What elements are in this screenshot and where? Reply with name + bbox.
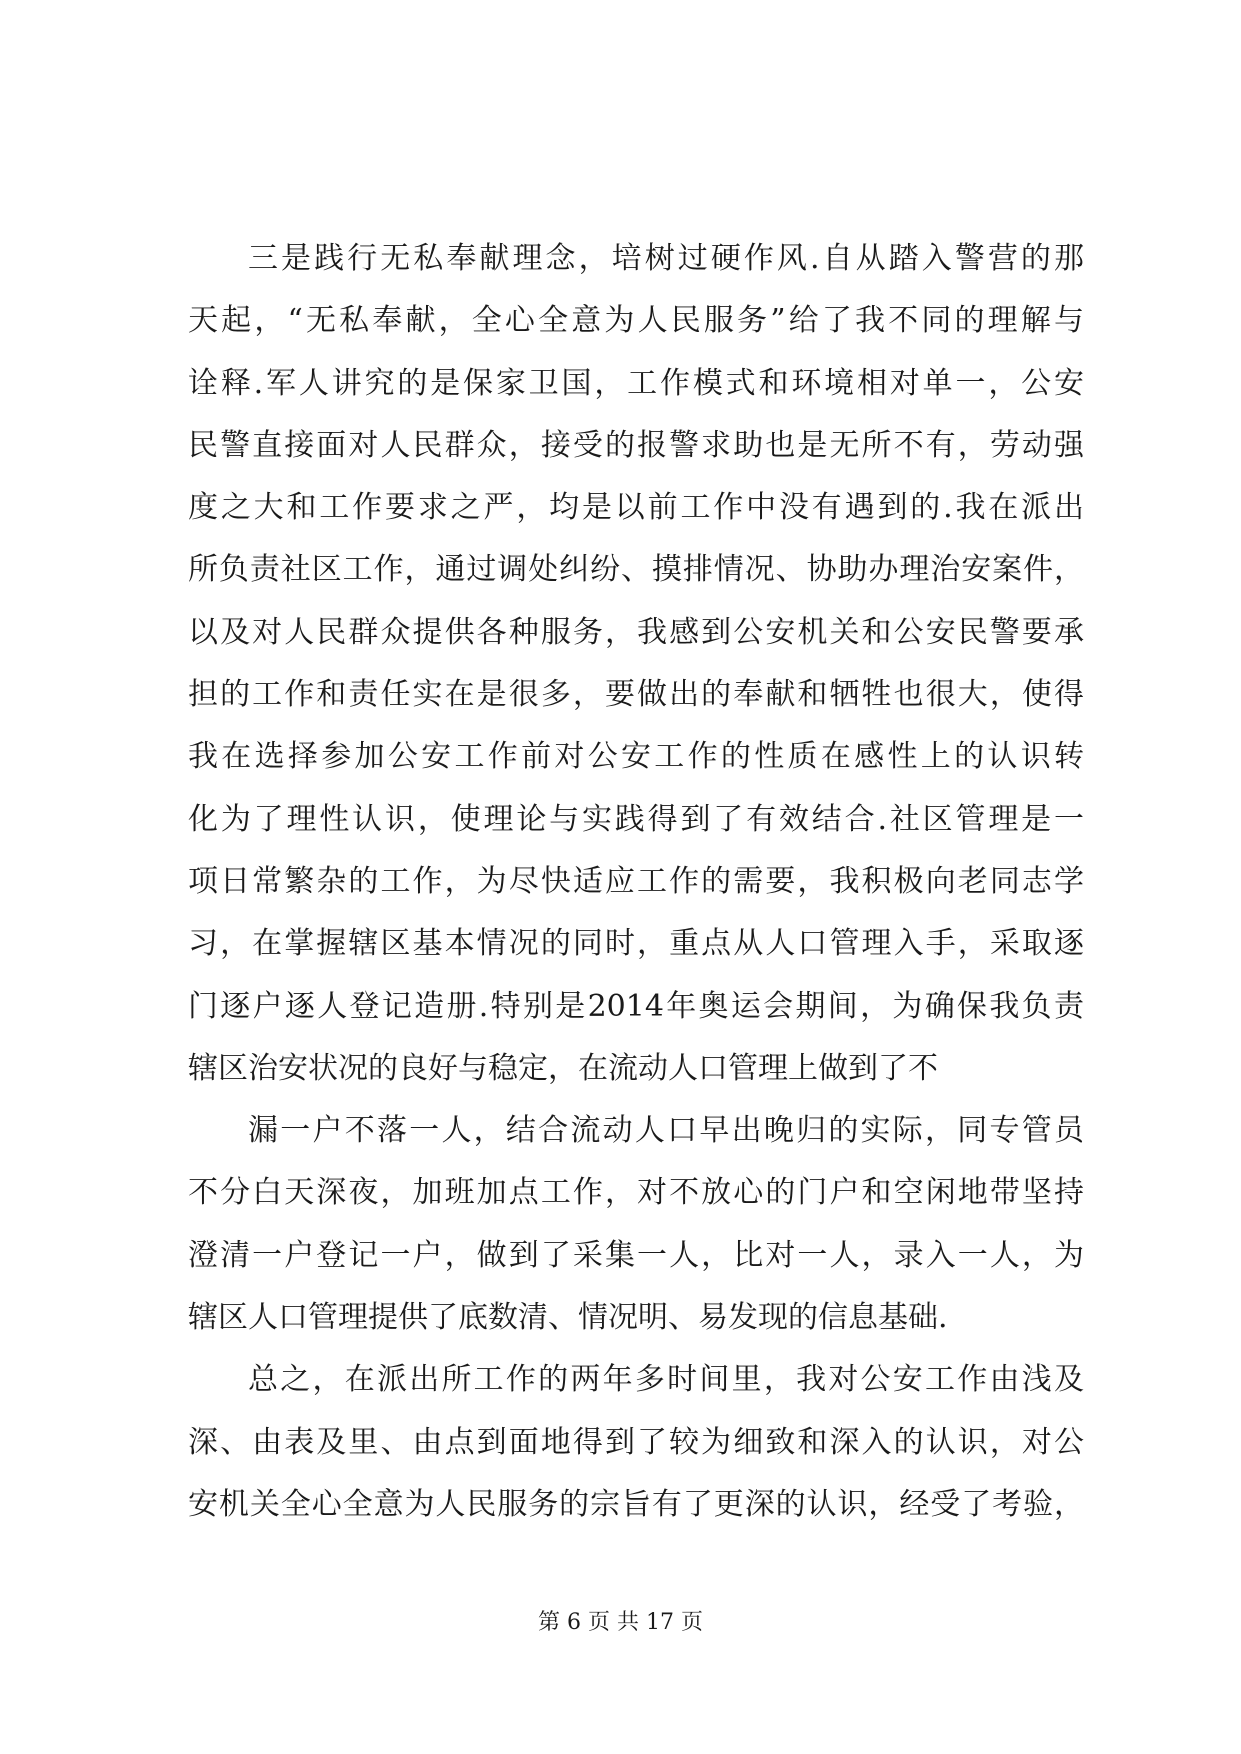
paragraph-1: [188, 228, 1084, 1100]
text-line: 天起，“无私奉献，全心全意为人民服务”给了我不同的理解与: [188, 303, 1084, 339]
text-line: 担的工作和责任实在是很多，要做出的奉献和牺牲也很大，使得: [188, 677, 1084, 713]
paragraph-2: [188, 1100, 1084, 1349]
text-line: 习，在掌握辖区基本情况的同时，重点从人口管理入手，采取逐: [188, 926, 1084, 962]
text-line: 总之，在派出所工作的两年多时间里，我对公安工作由浅及: [248, 1362, 1084, 1398]
text-line: 不分白天深夜，加班加点工作，对不放心的门户和空闲地带坚持: [188, 1175, 1084, 1211]
paragraph-3: [188, 1349, 1084, 1536]
text-line: 三是践行无私奉献理念，培树过硬作风.自从踏入警营的那: [248, 241, 1084, 276]
text-line: 所负责社区工作，通过调处纠纷、摸排情况、协助办理治安案件，: [188, 552, 1084, 588]
text-line: 我在选择参加公安工作前对公安工作的性质在感性上的认识转: [188, 739, 1084, 775]
text-line: 项日常繁杂的工作，为尽快适应工作的需要，我积极向老同志学: [188, 863, 1084, 899]
text-line: 度之大和工作要求之严，均是以前工作中没有遇到的.我在派出: [188, 490, 1084, 526]
text-line: 化为了理性认识，使理论与实践得到了有效结合.社区管理是一: [188, 801, 1084, 837]
text-line: 以及对人民群众提供各种服务，我感到公安机关和公安民警要承: [188, 614, 1084, 650]
body-text: [188, 228, 1084, 1536]
text-line: 澄清一户登记一户，做到了采集一人，比对一人，录入一人，为: [188, 1237, 1084, 1273]
text-line: 漏一户不落一人，结合流动人口早出晚归的实际，同专管员: [248, 1113, 1084, 1149]
text-line: 民警直接面对人民群众，接受的报警求助也是无所不有，劳动强: [188, 427, 1084, 463]
text-line: 辖区人口管理提供了底数清、情况明、易发现的信息基础.: [188, 1300, 948, 1336]
page-number-footer: 第 6 页 共 17 页: [538, 1610, 703, 1635]
text-line: 深、由表及里、由点到面地得到了较为细致和深入的认识，对公: [188, 1424, 1084, 1460]
text-line: 辖区治安状况的良好与稳定，在流动人口管理上做到了不: [188, 1050, 938, 1086]
text-line: 安机关全心全意为人民服务的宗旨有了更深的认识，经受了考验，: [188, 1486, 1084, 1522]
text-line: 诠释.军人讲究的是保家卫国，工作模式和环境相对单一，公安: [188, 365, 1084, 401]
text-line: 门逐户逐人登记造册.特别是2014年奥运会期间，为确保我负责: [188, 988, 1084, 1024]
